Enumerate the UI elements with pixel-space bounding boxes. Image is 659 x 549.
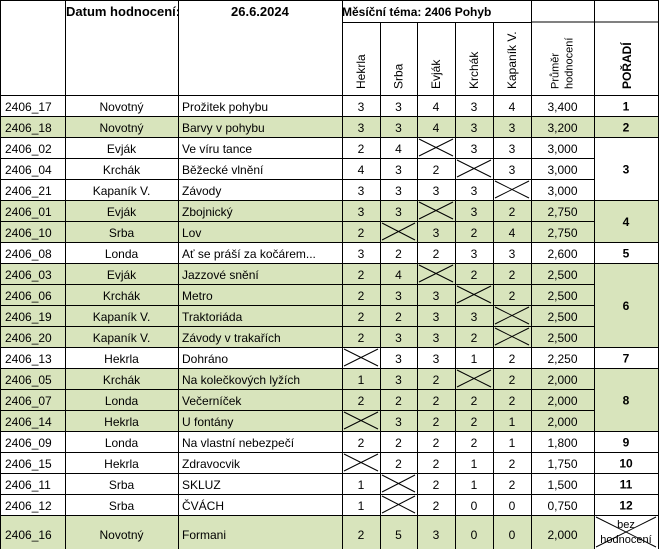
entry-title: SKLUZ — [182, 478, 221, 492]
entry-author: Kapaník V. — [92, 184, 151, 198]
rank-label: 5 — [622, 246, 630, 261]
score-cell: 2 — [508, 205, 516, 219]
entry-author: Londa — [104, 394, 139, 408]
entry-id: 2406_09 — [5, 436, 52, 450]
entry-title: Zbojnický — [182, 205, 233, 219]
entry-title: Dohráno — [182, 352, 229, 366]
row-fill — [0, 410, 594, 431]
row-fill — [0, 326, 594, 347]
entry-author: Hekrla — [104, 415, 139, 429]
entry-id: 2406_19 — [5, 310, 52, 324]
score-cell: 3 — [357, 247, 365, 261]
row-fill — [0, 221, 594, 242]
monthly-theme: Měsíční téma: 2406 Pohyb — [342, 5, 492, 19]
score-cell: 1 — [508, 436, 516, 450]
entry-title: Běžecké vlnění — [182, 163, 264, 177]
score-cell: 3 — [470, 205, 478, 219]
score-cell: 4 — [395, 268, 402, 282]
score-cell: 3 — [508, 163, 516, 177]
row-fill — [0, 305, 594, 326]
entry-title: Na kolečkových lyžích — [182, 373, 301, 387]
rank-label: 7 — [622, 351, 630, 366]
entry-author: Evják — [106, 142, 137, 156]
score-cell: 5 — [395, 528, 402, 542]
entry-author: Kapaník V. — [92, 310, 151, 324]
score-cell: 2 — [432, 373, 440, 387]
score-cell: 3 — [395, 184, 402, 198]
score-cell: 3 — [432, 352, 440, 366]
score-cell: 3 — [432, 289, 440, 303]
entry-id: 2406_07 — [5, 394, 52, 408]
score-cell: 3 — [395, 289, 402, 303]
average-cell: 3,000 — [547, 163, 578, 177]
row-fill — [0, 263, 594, 284]
score-cell: 3 — [357, 100, 365, 114]
average-cell: 2,750 — [547, 226, 578, 240]
score-cell: 3 — [470, 121, 478, 135]
entry-id: 2406_20 — [5, 331, 52, 345]
score-cell: 2 — [395, 247, 402, 261]
entry-id: 2406_08 — [5, 247, 52, 261]
score-cell: 2 — [470, 415, 478, 429]
row-fill — [0, 389, 594, 410]
score-cell: 2 — [395, 310, 402, 324]
score-cell: 3 — [395, 100, 402, 114]
entry-author: Novotný — [99, 528, 144, 542]
score-cell: 2 — [470, 268, 478, 282]
entry-author: Krchák — [102, 163, 141, 177]
entry-id: 2406_16 — [5, 528, 52, 542]
entry-title: Prožitek pohybu — [182, 100, 269, 114]
score-cell: 3 — [470, 142, 478, 156]
entry-title: Barvy v pohybu — [182, 121, 265, 135]
entry-title: Lov — [182, 226, 202, 240]
average-cell: 2,500 — [547, 289, 578, 303]
score-cell: 3 — [432, 528, 440, 542]
score-cell: 1 — [470, 352, 478, 366]
score-cell: 2 — [508, 289, 516, 303]
score-cell: 3 — [432, 226, 440, 240]
score-cell: 3 — [470, 310, 478, 324]
average-cell: 3,400 — [547, 100, 578, 114]
entry-author: Evják — [106, 268, 137, 282]
entry-author: Krchák — [102, 373, 141, 387]
score-cell: 3 — [395, 205, 402, 219]
score-cell: 2 — [470, 226, 478, 240]
rank-label: 10 — [619, 456, 633, 471]
entry-title: Závody v trakařích — [182, 331, 281, 345]
entry-id: 2406_06 — [5, 289, 52, 303]
score-cell: 1 — [357, 373, 365, 387]
score-cell: 3 — [395, 352, 402, 366]
rank-label: 11 — [619, 477, 633, 492]
score-cell: 2 — [357, 436, 365, 450]
score-cell: 1 — [470, 457, 478, 471]
score-cell: 3 — [395, 121, 402, 135]
score-cell: 2 — [432, 163, 440, 177]
score-cell: 3 — [357, 121, 365, 135]
score-cell: 4 — [395, 142, 402, 156]
judge-header: Srba — [391, 63, 406, 89]
entry-id: 2406_17 — [5, 100, 52, 114]
score-cell: 1 — [508, 415, 516, 429]
row-fill — [0, 200, 594, 221]
score-cell: 2 — [432, 478, 440, 492]
score-cell: 2 — [508, 394, 516, 408]
score-cell: 4 — [432, 100, 440, 114]
entry-title: ČVÁCH — [182, 499, 225, 513]
score-cell: 3 — [395, 415, 402, 429]
entry-author: Krchák — [102, 289, 141, 303]
average-header: Průměr — [549, 52, 562, 89]
entry-title: Na vlastní nebezpečí — [182, 436, 295, 450]
judge-header: Evják — [429, 59, 443, 89]
score-cell: 1 — [357, 478, 365, 492]
score-cell: 3 — [508, 247, 516, 261]
score-cell: 3 — [470, 184, 478, 198]
score-cell: 2 — [432, 247, 440, 261]
entry-id: 2406_04 — [5, 163, 52, 177]
score-cell: 1 — [357, 499, 365, 513]
score-cell: 2 — [508, 478, 516, 492]
entry-id: 2406_21 — [5, 184, 52, 198]
entry-author: Evják — [106, 205, 137, 219]
entry-title: Ve víru tance — [182, 142, 253, 156]
rank-label: 1 — [622, 99, 630, 114]
score-cell: 4 — [508, 100, 516, 114]
score-cell: 4 — [357, 163, 365, 177]
score-cell: 2 — [508, 457, 516, 471]
rank-label: bez — [617, 519, 635, 531]
rank-label: 4 — [622, 215, 630, 229]
score-cell: 2 — [432, 499, 440, 513]
date-value: 26.6.2024 — [231, 4, 289, 19]
score-cell: 2 — [395, 457, 402, 471]
score-cell: 3 — [470, 100, 478, 114]
entry-id: 2406_13 — [5, 352, 52, 366]
entry-author: Hekrla — [104, 457, 139, 471]
average-cell: 2,500 — [547, 310, 578, 324]
entry-author: Srba — [108, 499, 135, 513]
score-cell: 2 — [508, 373, 516, 387]
score-cell: 2 — [432, 394, 440, 408]
score-cell: 2 — [508, 352, 516, 366]
rank-label: 3 — [622, 162, 630, 177]
entry-author: Hekrla — [104, 352, 139, 366]
score-cell: 2 — [357, 528, 365, 542]
average-cell: 2,500 — [547, 268, 578, 282]
entry-id: 2406_11 — [5, 478, 51, 492]
entry-author: Srba — [108, 226, 135, 240]
rank-label: 8 — [622, 393, 630, 408]
score-cell: 2 — [395, 436, 402, 450]
score-cell: 2 — [357, 142, 365, 156]
judge-header: Kapaník V. — [505, 31, 519, 89]
score-cell: 3 — [395, 331, 402, 345]
score-cell: 2 — [357, 331, 365, 345]
row-fill — [0, 284, 594, 305]
average-cell: 2,000 — [547, 394, 578, 408]
score-cell: 2 — [508, 268, 516, 282]
average-cell: 1,800 — [547, 436, 578, 450]
score-cell: 3 — [432, 184, 440, 198]
average-cell: 2,600 — [547, 247, 578, 261]
score-cell: 0 — [508, 528, 516, 542]
entry-author: Novotný — [99, 121, 144, 135]
entry-title: Zdravocvik — [182, 457, 241, 471]
score-cell: 4 — [432, 121, 440, 135]
score-cell: 3 — [508, 142, 516, 156]
average-cell: 1,750 — [547, 457, 578, 471]
entry-id: 2406_15 — [5, 457, 52, 471]
score-cell: 3 — [357, 184, 365, 198]
entry-author: Srba — [108, 478, 135, 492]
average-cell: 3,000 — [547, 142, 578, 156]
entry-author: Kapaník V. — [92, 331, 151, 345]
entry-title: Metro — [182, 289, 213, 303]
score-cell: 3 — [357, 205, 365, 219]
entry-author: Londa — [104, 247, 139, 261]
entry-title: Formani — [182, 528, 227, 542]
average-cell: 2,000 — [547, 373, 578, 387]
average-cell: 2,000 — [547, 528, 578, 542]
average-cell: 0,750 — [547, 499, 578, 513]
rank-header: POŘADÍ — [620, 42, 634, 89]
score-cell: 2 — [357, 394, 365, 408]
entry-id: 2406_10 — [5, 226, 52, 240]
average-cell: 2,000 — [547, 415, 578, 429]
score-cell: 2 — [470, 331, 478, 345]
score-cell: 2 — [470, 394, 478, 408]
entry-id: 2406_14 — [5, 415, 52, 429]
score-cell: 2 — [357, 226, 365, 240]
entry-title: Traktoriáda — [182, 310, 243, 324]
rank-label: 9 — [622, 435, 630, 450]
score-cell: 2 — [470, 436, 478, 450]
score-cell: 2 — [432, 436, 440, 450]
score-cell: 3 — [432, 310, 440, 324]
entry-id: 2406_03 — [5, 268, 52, 282]
score-cell: 2 — [395, 394, 402, 408]
entry-author: Novotný — [99, 100, 144, 114]
entry-author: Londa — [104, 436, 139, 450]
score-cell: 2 — [357, 289, 365, 303]
score-cell: 0 — [508, 499, 516, 513]
rank-label: 6 — [622, 299, 630, 313]
row-fill — [0, 515, 594, 549]
rank-label: 2 — [622, 120, 630, 135]
row-fill — [0, 116, 594, 137]
average-cell: 2,750 — [547, 205, 578, 219]
average-cell: 3,200 — [547, 121, 578, 135]
date-label: Datum hodnocení: — [66, 4, 181, 19]
entry-title: Ať se práší za kočárem... — [182, 247, 316, 261]
average-cell: 3,000 — [547, 184, 578, 198]
entry-title: U fontány — [182, 415, 234, 429]
average-header: hodnocení — [563, 37, 576, 89]
score-cell: 3 — [508, 121, 516, 135]
score-cell: 1 — [470, 478, 478, 492]
rank-label: 12 — [619, 498, 633, 513]
entry-id: 2406_12 — [5, 499, 52, 513]
score-cell: 2 — [357, 310, 365, 324]
score-cell: 0 — [470, 528, 478, 542]
entry-id: 2406_02 — [5, 142, 52, 156]
rank-label: hodnocení — [600, 534, 652, 546]
entry-id: 2406_05 — [5, 373, 52, 387]
average-cell: 2,250 — [547, 352, 578, 366]
score-cell: 0 — [470, 499, 478, 513]
average-cell: 2,500 — [547, 331, 578, 345]
score-cell: 3 — [470, 247, 478, 261]
entry-title: Jazzové snění — [182, 268, 259, 282]
score-cell: 2 — [432, 457, 440, 471]
entry-id: 2406_01 — [5, 205, 52, 219]
entry-title: Závody — [182, 184, 222, 198]
score-cell: 3 — [395, 163, 402, 177]
entry-id: 2406_18 — [5, 121, 52, 135]
score-cell: 3 — [432, 331, 440, 345]
judge-header: Hekrla — [354, 54, 368, 89]
average-cell: 1,500 — [547, 478, 578, 492]
score-cell: 2 — [432, 415, 440, 429]
score-cell: 4 — [508, 226, 516, 240]
entry-title: Večerníček — [182, 394, 242, 408]
judge-header: Krchák — [467, 51, 481, 89]
score-cell: 3 — [395, 373, 402, 387]
score-cell: 2 — [357, 268, 365, 282]
table-header — [66, 4, 634, 89]
